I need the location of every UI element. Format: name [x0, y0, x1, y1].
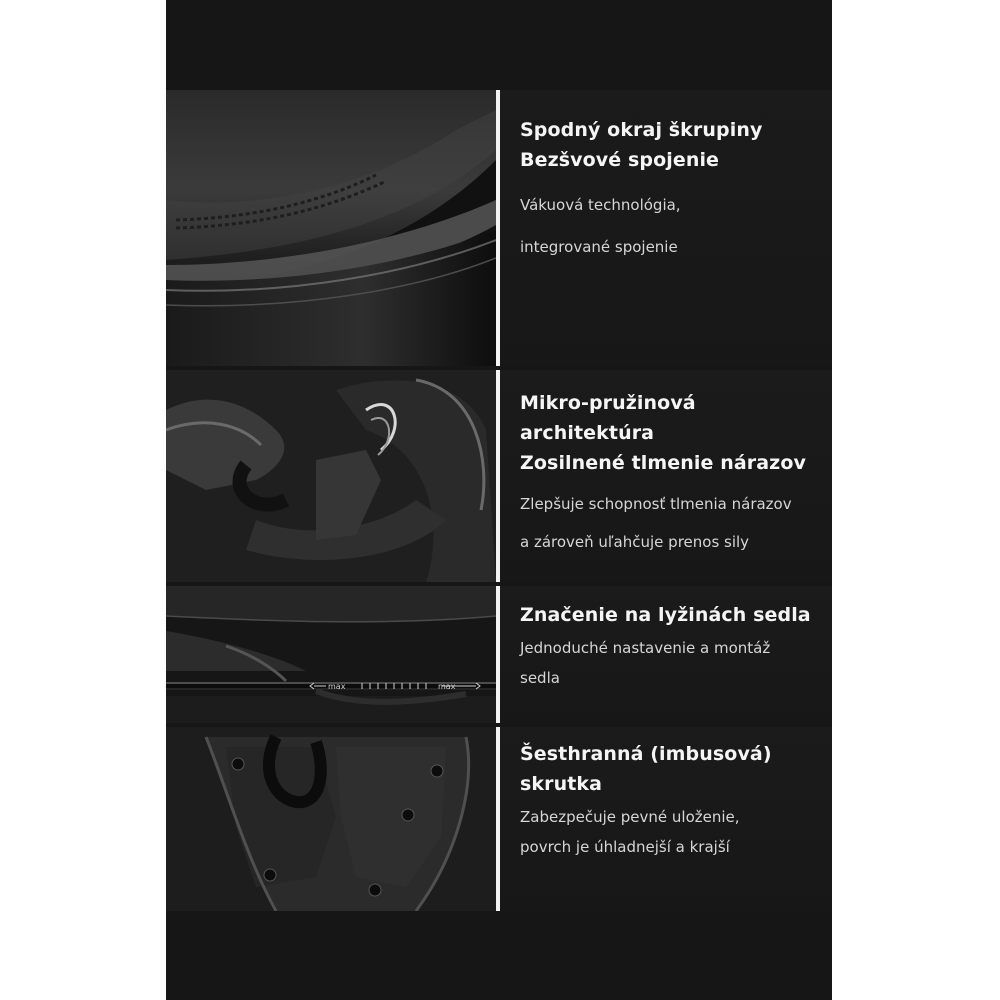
saddle-shell-edge-photo: [166, 90, 496, 366]
saddle-rail-marking-photo: [166, 586, 496, 723]
feature-text: [520, 115, 824, 259]
feature-desc-line2: povrch je úhladnejší a krajší: [520, 838, 730, 856]
feature-title-line1: Značenie na lyžinách sedla: [520, 604, 811, 626]
feature-title-line2: Zosilnené tlmenie nárazov: [520, 452, 806, 474]
feature-page: [166, 0, 832, 1000]
feature-text: [520, 600, 824, 690]
panel-divider: [496, 727, 500, 911]
feature-panel-hex-screw: [166, 727, 832, 911]
feature-desc-line2: a zároveň uľahčuje prenos sily: [520, 533, 750, 551]
panel-divider: [496, 370, 500, 582]
feature-panel-micro-spring: [166, 370, 832, 582]
micro-spring-photo: [166, 370, 496, 582]
feature-desc-line1: Vákuová technológia,: [520, 196, 681, 214]
feature-title-line2: Bezšvové spojenie: [520, 149, 720, 171]
feature-title-line1: Šesthranná (imbusová) skrutka: [520, 743, 772, 795]
feature-panel-rail-marking: [166, 586, 832, 723]
panel-divider: [496, 586, 500, 723]
panel-divider: [496, 90, 500, 366]
feature-text: [520, 739, 824, 859]
feature-desc-line2: sedla: [520, 669, 560, 687]
feature-text: [520, 388, 824, 554]
feature-desc-line2: integrované spojenie: [520, 238, 678, 256]
hex-screw-photo: [166, 727, 496, 911]
rail-marking-left-label: max: [328, 682, 346, 691]
feature-desc-line1: Jednoduché nastavenie a montáž: [520, 639, 771, 657]
rail-marking-right-label: max: [438, 682, 456, 691]
feature-desc-line1: Zlepšuje schopnosť tlmenia nárazov: [520, 495, 792, 513]
feature-desc-line1: Zabezpečuje pevné uloženie,: [520, 808, 740, 826]
feature-title-line1: Spodný okraj škrupiny: [520, 119, 763, 141]
feature-panel-shell-edge: [166, 90, 832, 366]
feature-title-line1: Mikro-pružinová architektúra: [520, 392, 696, 444]
